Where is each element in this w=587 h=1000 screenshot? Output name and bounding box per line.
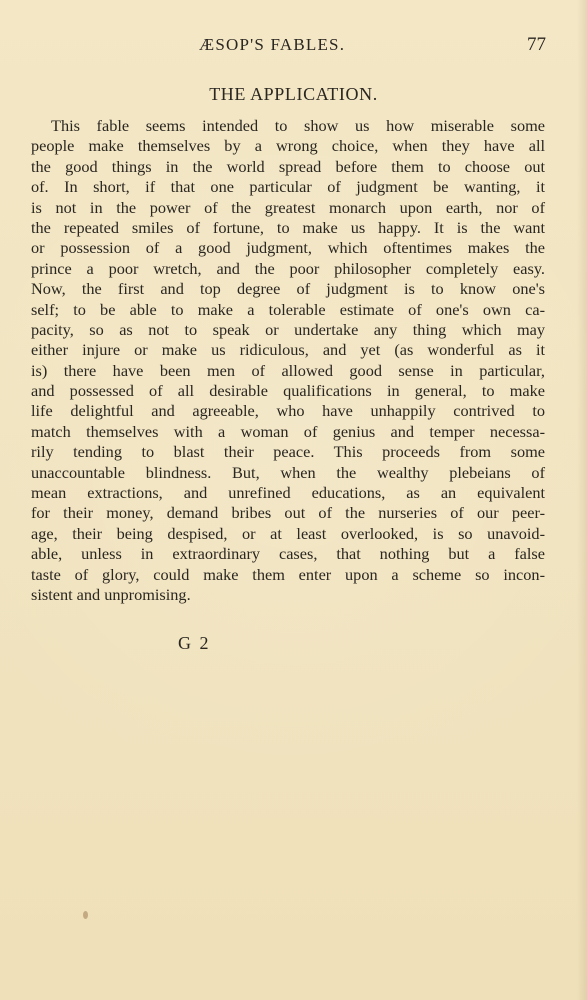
text-line: able, unless in extraordinary cases, that nothing but a false <box>31 544 545 564</box>
text-line: of. In short, if that one particular of judgment be wanting, it <box>31 177 545 197</box>
running-head <box>0 35 587 59</box>
text-line: unaccountable blindness. But, when the wealthy plebeians of <box>31 462 545 482</box>
text-line: rily tending to blast their peace. This proceeds from some <box>31 442 545 462</box>
text-line: prince a poor wretch, and the poor philosopher completely easy. <box>31 258 545 278</box>
text-line: mean extractions, and unrefined educations, as an equivalent <box>31 483 545 503</box>
text-line: and possessed of all desirable qualifications in general, to make <box>31 381 545 401</box>
text-line: age, their being despised, or at least overlooked, is so unavoid- <box>31 523 545 543</box>
text-line: the good things in the world spread before them to choose out <box>31 156 545 176</box>
text-line: the repeated smiles of fortune, to make us happy. It is the want <box>31 217 545 237</box>
text-line: self; to be able to make a tolerable estimate of one's own ca- <box>31 299 545 319</box>
text-line: match themselves with a woman of genius and temper necessa- <box>31 421 545 441</box>
text-line: This fable seems intended to show us how miserable some <box>51 116 545 135</box>
text-line: is not in the power of the greatest monarch upon earth, nor of <box>31 197 545 217</box>
text-line: taste of glory, could make them enter upon a scheme so incon- <box>31 564 545 584</box>
text-line: Now, the first and top degree of judgment is to know one's <box>31 279 545 299</box>
text-line: life delightful and agreeable, who have unhappily contrived to <box>31 401 545 421</box>
text-line: for their money, demand bribes out of the nurseries of our peer- <box>31 503 545 523</box>
running-title: ÆSOP'S FABLES. <box>199 35 346 54</box>
text-line: sistent and unpromising. <box>31 584 191 604</box>
text-line: pacity, so as not to speak or undertake any thing which may <box>31 319 545 339</box>
text-line: is) there have been men of allowed good sense in particular, <box>31 360 545 380</box>
foxing-spot <box>83 911 88 919</box>
text-line: either injure or make us ridiculous, and yet (as wonderful as it <box>31 340 545 360</box>
section-title: THE APPLICATION. <box>209 84 378 104</box>
application-text <box>31 116 545 605</box>
signature-mark: G 2 <box>178 633 211 653</box>
page-number: 77 <box>527 34 546 55</box>
page-edge-shadow <box>577 0 587 1000</box>
text-line: or possession of a good judgment, which oftentimes makes the <box>31 238 545 258</box>
text-line: people make themselves by a wrong choice, when they have all <box>31 136 545 156</box>
